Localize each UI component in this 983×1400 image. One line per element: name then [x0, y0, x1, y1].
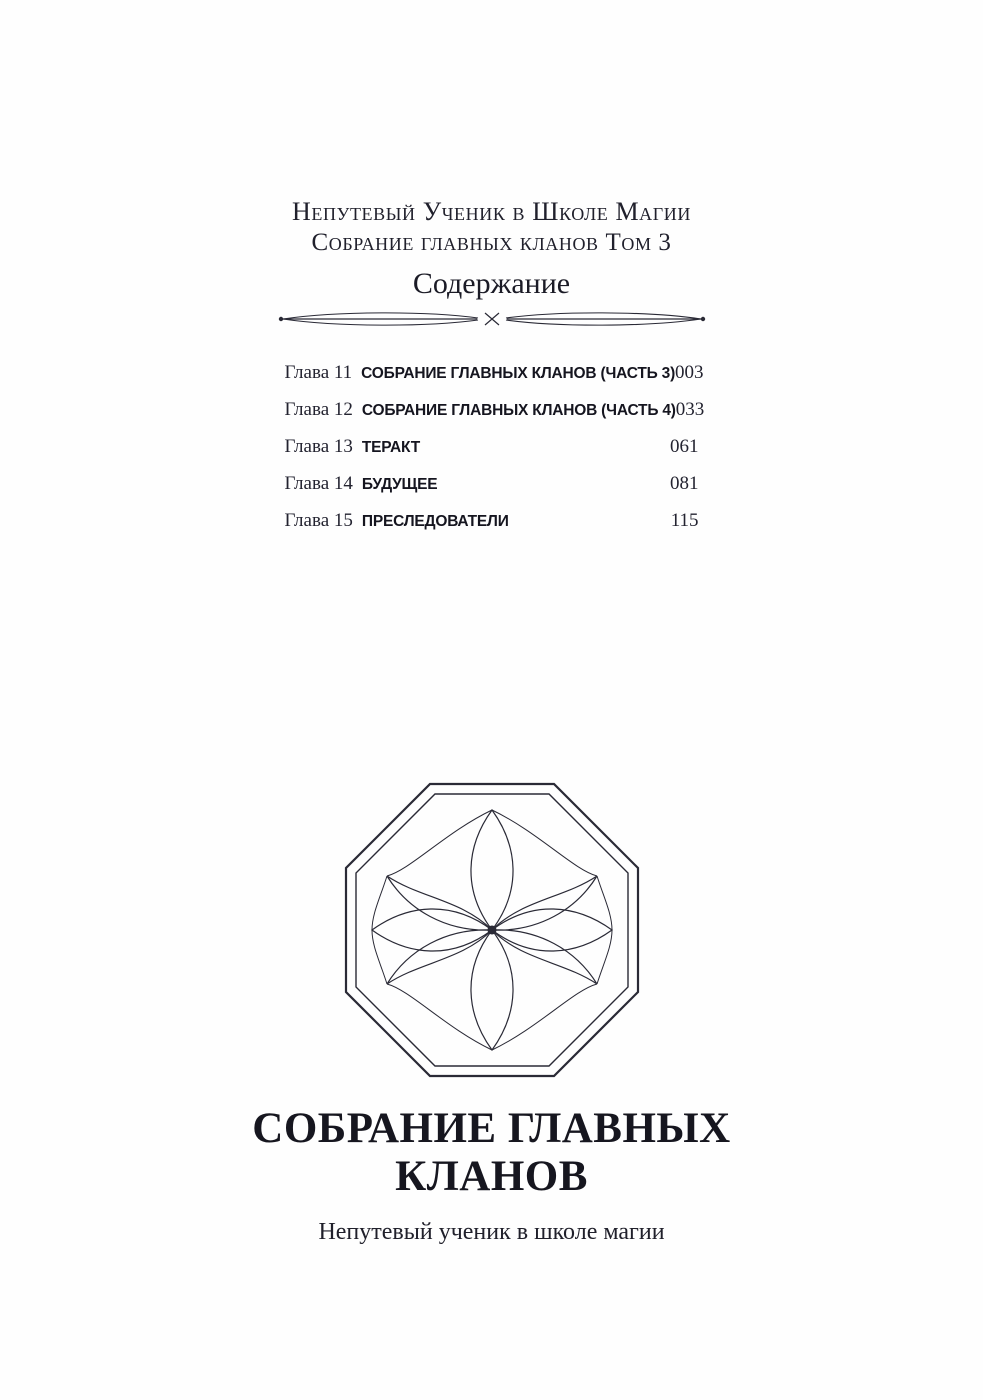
volume-title-line-2: КЛАНОВ — [395, 1153, 588, 1200]
toc-chapter-title: ПРЕСЛЕДОВАТЕЛИ — [361, 513, 509, 530]
series-title-line-2: Собрание главных кланов Том 3 — [311, 229, 672, 256]
volume-title-block — [0, 1105, 983, 1247]
toc-chapter-title: СОБРАНИЕ ГЛАВНЫХ КЛАНОВ (ЧАСТЬ 4) — [361, 402, 676, 419]
toc-page-number: 115 — [670, 510, 699, 531]
toc-chapter-title: БУДУЩЕЕ — [361, 476, 438, 493]
toc-page-number: 003 — [675, 362, 704, 383]
toc-chapter-label: Глава 13 — [284, 436, 353, 457]
toc-page-number: 061 — [670, 436, 699, 457]
table-row[interactable] — [285, 510, 699, 547]
series-title-line-1: Непутевый Ученик в Школе Магии — [292, 197, 691, 226]
table-row[interactable] — [284, 399, 705, 436]
table-row[interactable] — [285, 436, 699, 473]
toc-chapter-label: Глава 11 — [284, 362, 353, 383]
toc-chapter-title: СОБРАНИЕ ГЛАВНЫХ КЛАНОВ (ЧАСТЬ 3) — [361, 365, 676, 382]
octagon-flower-emblem-icon — [342, 780, 642, 1080]
toc-chapter-label: Глава 12 — [284, 399, 353, 420]
table-row[interactable] — [284, 362, 704, 399]
toc-page-number: 033 — [675, 399, 705, 420]
volume-title-line-1: СОБРАНИЕ ГЛАВНЫХ — [252, 1105, 731, 1152]
contents-heading: Содержание — [412, 267, 571, 300]
volume-subtitle: Непутевый ученик в школе магии — [318, 1219, 665, 1245]
table-of-contents — [284, 362, 705, 547]
table-row[interactable] — [285, 473, 699, 510]
toc-page-number: 081 — [670, 473, 699, 494]
page-header — [0, 196, 983, 304]
ornamental-divider — [277, 306, 707, 332]
toc-chapter-label: Глава 15 — [284, 510, 353, 531]
toc-chapter-label: Глава 14 — [284, 473, 353, 494]
toc-chapter-title: ТЕРАКТ — [361, 439, 420, 456]
